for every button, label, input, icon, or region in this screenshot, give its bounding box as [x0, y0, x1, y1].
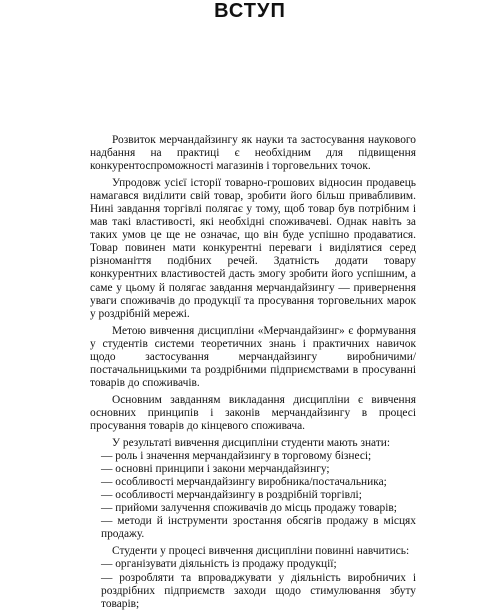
paragraph-task: Основним завданням викладання дисципліни є вивчення основних принципів і законів мерчандайзингу в процесі просування товарів до кінцевого споживача. — [90, 393, 416, 432]
paragraph-intro: Розвиток мерчандайзингу як науки та застосування наукового надбання на практиці є необхідним для підвищення конкурентоспроможності магазинів і торговельних точок. — [90, 134, 416, 173]
paragraph-goal: Метою вивчення дисципліни «Мерчандайзинг» є формування у студентів системи теоретичних знань і практичних навичок щодо застосування мерчандайзингу виробничими/постачальницькими та роздрібними підприємствами в просуванні товарів до споживачів. — [90, 324, 416, 389]
able-intro: Студенти у процесі вивчення дисципліни повинні навчитись: — [112, 545, 410, 558]
list-item: — основні принципи і закони мерчандайзингу; — [101, 463, 330, 476]
know-list — [90, 450, 416, 541]
able-list — [90, 558, 416, 610]
page-title: ВСТУП — [214, 0, 286, 22]
list-item: — особливості мерчандайзингу в роздрібній торгівлі; — [101, 489, 362, 502]
document-body — [90, 134, 416, 611]
list-item: — розробляти та впроваджувати у діяльність виробничих і роздрібних підприємств заходи щодо стимулювання збуту товарів; — [101, 571, 416, 610]
paragraph-history: Упродовж усієї історії товарно-грошових відносин продавець намагався виділити свій товар, зробити його більш привабливим. Нині завдання торгівлі полягає у тому, щоб товар був потрібним і мав такі властивості, які необхідні споживачеві. Однак навіть за таких умов це ще не означає, що він буде успішно продаватися. Товар повинен мати конкурентні переваги і виділятися серед різноманіття подібних речей. Здатність додати товару конкурентних властивостей дасть змогу зробити його успішним, а саме у цьому й полягає завдання мерчандайзингу — привернення уваги споживачів до продукції та просування торговельних марок у роздрібній мережі. — [90, 177, 416, 320]
list-item: — методи й інструменти зростання обсягів продажу в місцях продажу. — [101, 515, 416, 541]
list-item: — роль і значення мерчандайзингу в торговому бізнесі; — [101, 450, 372, 463]
list-item: — прийоми залучення споживачів до місць продажу товарів; — [101, 502, 397, 515]
list-item: — особливості мерчандайзингу виробника/постачальника; — [101, 476, 387, 489]
know-intro: У результаті вивчення дисципліни студенти мають знати: — [112, 437, 391, 450]
list-item: — організувати діяльність із продажу продукції; — [101, 558, 337, 571]
